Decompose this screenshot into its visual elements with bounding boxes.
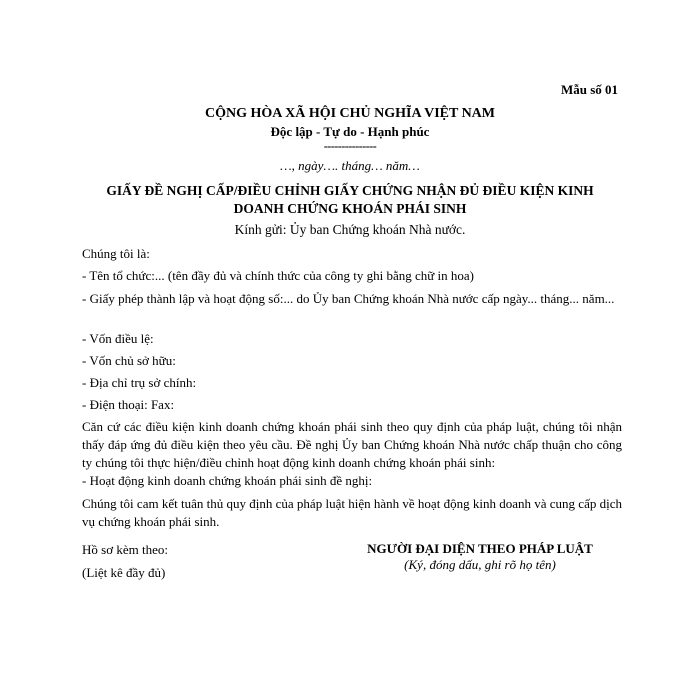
address-line: - Địa chỉ trụ sở chính: [82,375,197,390]
header-divider: --------------- [323,139,377,153]
basis-paragraph: Căn cứ các điều kiện kinh doanh chứng khoán phái sinh theo quy định của pháp luật, chúng tôi nhận thấy đáp ứng đủ điều kiện theo yêu cầu. Đề nghị Ủy ban Chứng khoán Nhà nước chấp thuận cho công ty chúng tôi thực hiện/điều chỉnh hoạt động kinh doanh chứng khoán phái sinh: [82,419,622,470]
national-title: CỘNG HÒA XÃ HỘI CHỦ NGHĨA VIỆT NAM [204,106,495,121]
signature-instruction: (Ký, đóng dấu, ghi rõ họ tên) [404,557,556,572]
charter-capital-line: - Vốn điều lệ: [82,331,154,346]
attachments-label: Hồ sơ kèm theo: [82,542,168,557]
license-line: - Giấy phép thành lập và hoạt động số:... do Ủy ban Chứng khoán Nhà nước cấp ngày... tháng... năm... [82,291,615,306]
national-motto: Độc lập - Tự do - Hạnh phúc [270,124,430,139]
legal-representative-title: NGƯỜI ĐẠI DIỆN THEO PHÁP LUẬT [367,541,593,556]
activity-line: - Hoạt động kinh doanh chứng khoán phái sinh đề nghị: [82,473,373,488]
intro-line: Chúng tôi là: [82,246,150,261]
phone-fax-line: - Điện thoại: Fax: [82,397,175,412]
attachments-note: (Liệt kê đầy đủ) [82,565,166,580]
date-line: …, ngày…. tháng… năm… [280,158,420,173]
commitment-paragraph: Chúng tôi cam kết tuân thủ quy định của pháp luật hiện hành về hoạt động kinh doanh và cung cấp dịch vụ chứng khoán phái sinh. [82,496,622,529]
document-title: GIẤY ĐỀ NGHỊ CẤP/ĐIỀU CHỈNH GIẤY CHỨNG NHẬN ĐỦ ĐIỀU KIỆN KINH DOANH CHỨNG KHOÁN PHÁI SINH [106,183,594,216]
org-name-line: - Tên tổ chức:... (tên đầy đủ và chính thức của công ty ghi bằng chữ in hoa) [82,268,475,283]
form-code: Mẫu số 01 [560,82,618,97]
recipient-line: Kính gửi: Ủy ban Chứng khoán Nhà nước. [234,222,466,237]
equity-line: - Vốn chủ sở hữu: [82,353,176,368]
